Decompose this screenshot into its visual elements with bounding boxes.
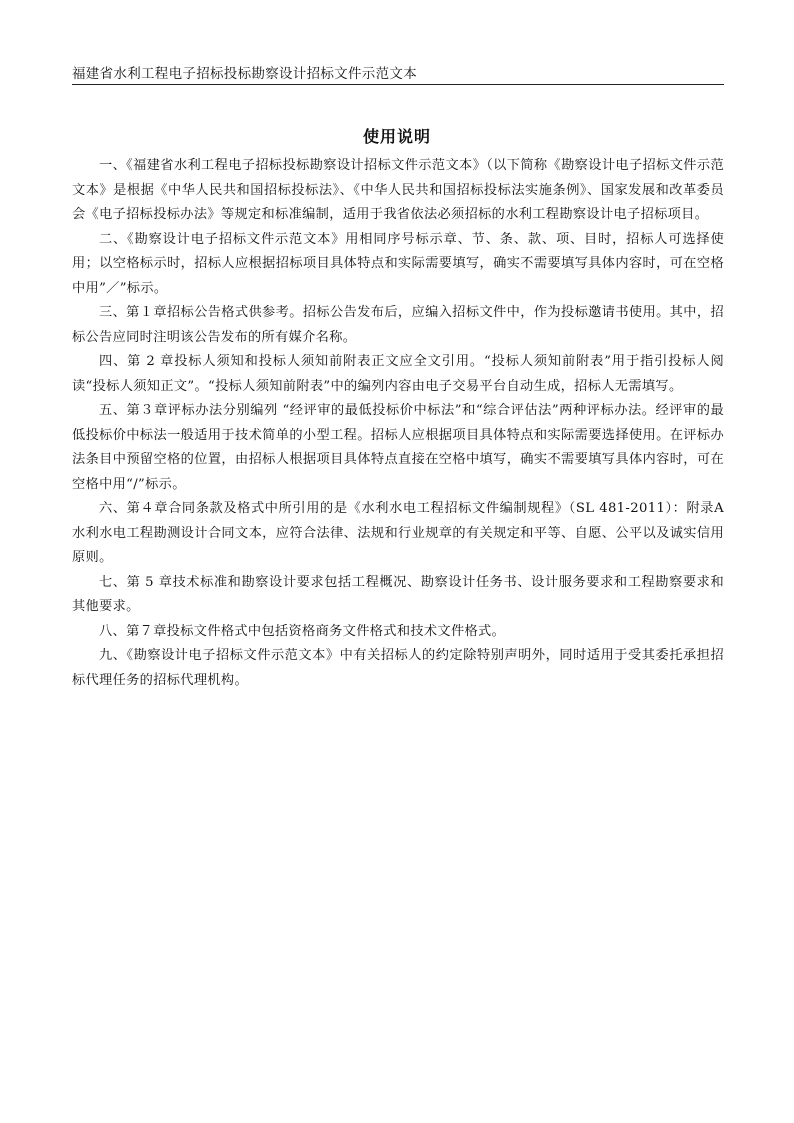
paragraph-8: 八、第７章投标文件格式中包括资格商务文件格式和技术文件格式。 (99, 623, 506, 639)
page-header (72, 60, 724, 85)
paragraph-1: 一、《福建省水利工程电子招标投标勘察设计招标文件示范文本》（以下简称《勘察设计电子招标文件示范文本》是根据《中华人民共和国招标投标法》、《中华人民共和国招标投标法实施条例》、国家发展和改革委员会《电子招标投标办法》等规定和标准编制，适用于我省依法必须招标的水利工程勘察设计电子招标项目。 (72, 158, 724, 222)
document-title: 使用说明 (362, 127, 431, 146)
header-title: 福建省水利工程电子招标投标勘察设计招标文件示范文本 (72, 66, 417, 82)
paragraph-4: 四、第 2 章投标人须知和投标人须知前附表正文应全文引用。“投标人须知前附表”用于指引投标人阅读“投标人须知正文”。“投标人须知前附表”中的编列内容由电子交易平台自动生成，招标人无需填写。 (72, 354, 724, 394)
paragraph-7: 七、第 5 章技术标准和勘察设计要求包括工程概况、勘察设计任务书、设计服务要求和工程勘察要求和其他要求。 (72, 574, 724, 614)
paragraph-3: 三、第１章招标公告格式供参考。招标公告发布后，应编入招标文件中，作为投标邀请书使用。其中，招标公告应同时注明该公告发布的所有媒介名称。 (72, 305, 724, 345)
paragraph-6: 六、第４章合同条款及格式中所引用的是《水利水电工程招标文件编制规程》（SL 481-2011）：附录A 水利水电工程勘测设计合同文本，应符合法律、法规和行业规章的有关规定和平等、自愿、公平以及诚实信用原则。 (72, 501, 724, 565)
paragraph-2: 二、《勘察设计电子招标文件示范文本》用相同序号标示章、节、条、款、项、目时，招标人可选择使用；以空格标示时，招标人应根据招标项目具体特点和实际需要填写，确实不需要填写具体内容时，可在空格中用”／”标示。 (72, 231, 724, 296)
paragraph-9: 九、《勘察设计电子招标文件示范文本》中有关招标人的约定除特别声明外，同时适用于受其委托承担招标代理任务的招标代理机构。 (72, 648, 724, 688)
document-body (72, 154, 724, 693)
paragraph-5: 五、第３章评标办法分别编列 “经评审的最低投标价中标法”和“综合评估法”两种评标办法。经评审的最低投标价中标法一般适用于技术简单的小型工程。招标人应根据项目具体特点和实际需要选择使用。在评标办法条目中预留空格的位置，由招标人根据项目具体特点直接在空格中填写，确实不需要填写具体内容时，可在空格中用“/”标示。 (72, 403, 724, 492)
